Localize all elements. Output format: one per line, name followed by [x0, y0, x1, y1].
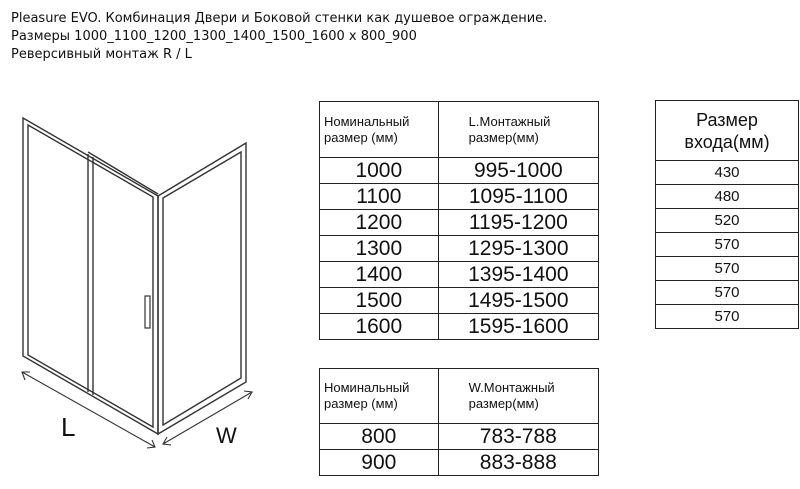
- cell-mount: 1495-1500: [438, 288, 598, 314]
- cell-entry: 570: [656, 305, 799, 329]
- table-row: [656, 233, 799, 257]
- column-header-mount: L.Монтажный размер(мм): [438, 102, 598, 158]
- table-row: [320, 210, 599, 236]
- top-rail: [88, 152, 158, 194]
- front-panel-inner: [28, 125, 153, 427]
- cell-nominal: 1600: [320, 314, 439, 340]
- table-row: [656, 209, 799, 233]
- table-header-row: [320, 369, 599, 424]
- table-row: [320, 158, 599, 184]
- shower-enclosure-drawing: [0, 0, 300, 489]
- cell-nominal: 1100: [320, 184, 439, 210]
- cell-mount: 883-888: [438, 450, 598, 476]
- column-header-nominal: Номинальный размер (мм): [320, 369, 439, 424]
- table-row: [656, 257, 799, 281]
- column-header-entry: Размер входа(мм): [656, 101, 799, 161]
- table-row: [320, 314, 599, 340]
- cell-entry: 570: [656, 233, 799, 257]
- cell-nominal: 1400: [320, 262, 439, 288]
- cell-entry: 430: [656, 161, 799, 185]
- table-row: [320, 288, 599, 314]
- side-panel-frame: [158, 143, 246, 434]
- table-entry-size: [655, 100, 799, 329]
- table-row: [656, 281, 799, 305]
- cell-entry: 480: [656, 185, 799, 209]
- table-row: [656, 305, 799, 329]
- cell-nominal: 1000: [320, 158, 439, 184]
- cell-mount: 1595-1600: [438, 314, 598, 340]
- cell-nominal: 1300: [320, 236, 439, 262]
- front-panel-frame: [23, 118, 158, 434]
- cell-mount: 1395-1400: [438, 262, 598, 288]
- label-l: L: [61, 412, 76, 442]
- table-row: [320, 450, 599, 476]
- cell-mount: 1195-1200: [438, 210, 598, 236]
- cell-mount: 1095-1100: [438, 184, 598, 210]
- dimension-line-w: [163, 392, 252, 444]
- cell-mount: 1295-1300: [438, 236, 598, 262]
- header-mounting: Реверсивный монтаж R / L: [11, 47, 192, 62]
- table-row: [320, 262, 599, 288]
- table-width: [319, 368, 599, 476]
- header-title: Pleasure EVO. Комбинация Двери и Боковой стенки как душевое ограждение.: [11, 11, 548, 26]
- table-row: [656, 161, 799, 185]
- cell-nominal: 800: [320, 424, 439, 450]
- label-w: W: [216, 423, 237, 448]
- side-panel-inner: [163, 152, 241, 425]
- cell-mount: 995-1000: [438, 158, 598, 184]
- column-header-mount: W.Монтажный размер(мм): [438, 369, 598, 424]
- table-row: [320, 424, 599, 450]
- cell-entry: 570: [656, 281, 799, 305]
- table-length: [319, 101, 599, 340]
- cell-entry: 570: [656, 257, 799, 281]
- cell-entry: 520: [656, 209, 799, 233]
- table-row: [320, 236, 599, 262]
- column-header-nominal: Номинальный размер (мм): [320, 102, 439, 158]
- cell-mount: 783-788: [438, 424, 598, 450]
- table-header-row: [320, 102, 599, 158]
- cell-nominal: 1500: [320, 288, 439, 314]
- cell-nominal: 900: [320, 450, 439, 476]
- table-row: [320, 184, 599, 210]
- header-sizes: Размеры 1000_1100_1200_1300_1400_1500_1600 x 800_900: [11, 29, 417, 44]
- cell-nominal: 1200: [320, 210, 439, 236]
- table-row: [656, 185, 799, 209]
- door-handle: [145, 296, 150, 328]
- table-header-row: [656, 101, 799, 161]
